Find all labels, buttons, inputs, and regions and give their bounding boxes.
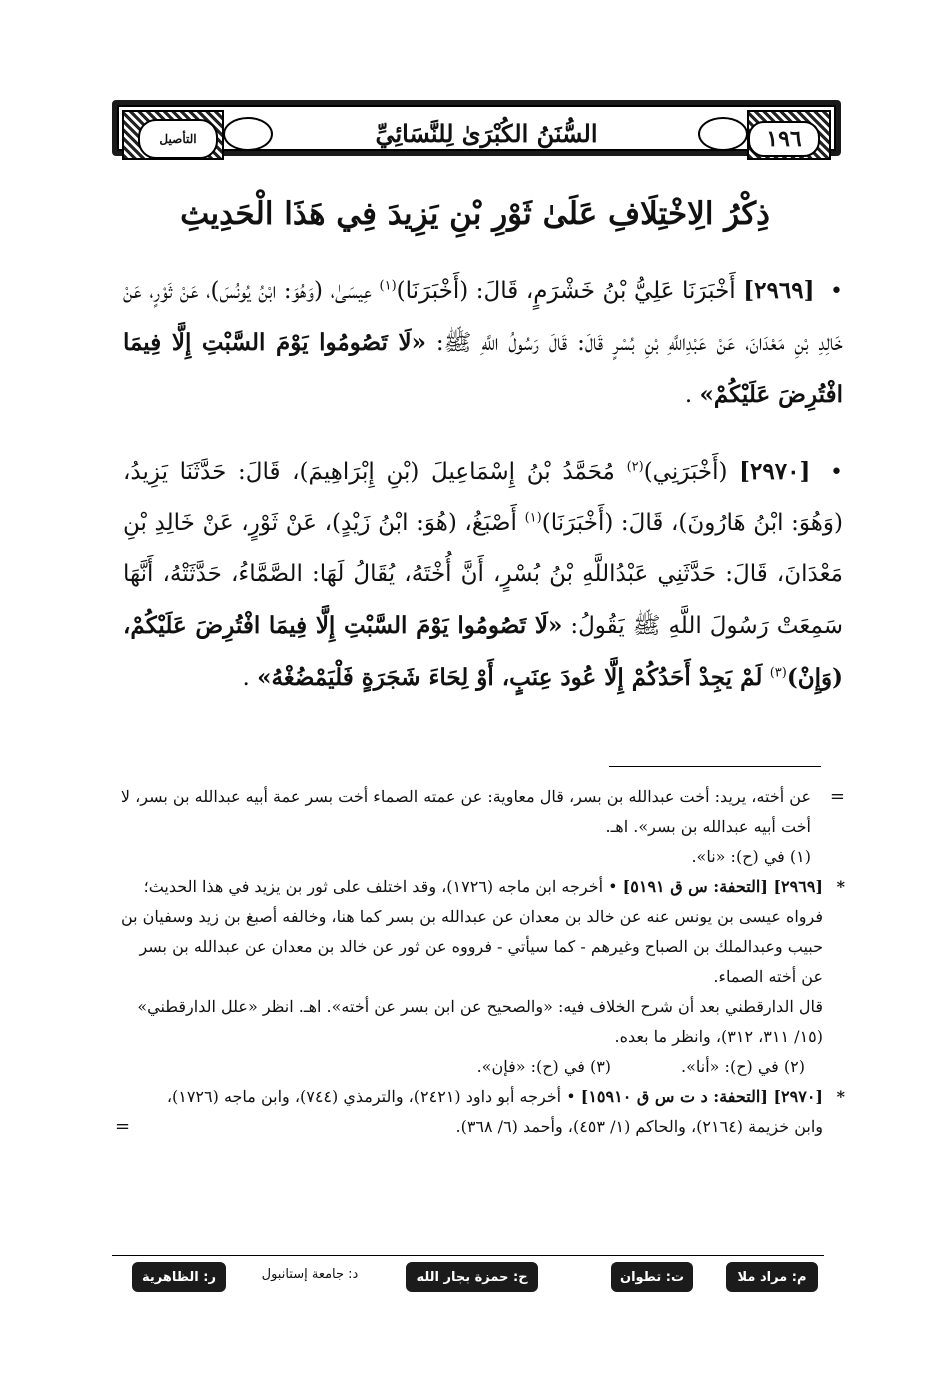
footnote-ref: (١) [379, 278, 397, 294]
manuscript-badge-m: م: مراد ملا [726, 1262, 818, 1292]
takhrij-text: • أخرجه ابن ماجه (١٧٢٦)، وقد اختلف على ثور بن يزيد في هذا الحديث؛ فرواه عيسى بن يونس عنه عن خالد بن معدان عن عبدالله بن بسر كما هنا، وخالفه أصبغ بن زيد وسفيان بن حبيب وعبدالملك بن الصباح وغيرهم - كما سيأتي - فرووه عن ثور عن خالد بن معدان عن عبدالله بن بسر عن أخته الصماء. [120, 877, 823, 986]
header-frame [117, 105, 836, 151]
footnote-2: (٢) في (ح): «أنا». [681, 1057, 805, 1076]
hadith-sanad: مُحَمَّدُ بْنُ إِسْمَاعِيلَ (بْنِ إِبْرَاهِيمَ)، قَالَ: حَدَّثَنَا يَزِيدُ، (وَهُوَ: ابْنُ هَارُونَ)، قَالَ: (أَخْبَرَنَا) [123, 459, 844, 536]
manuscript-label-d: د: جامعة إستانبول [261, 1267, 359, 1282]
chapter-title: ذِكْرُ الِاخْتِلَافِ عَلَىٰ ثَوْرِ بْنِ يَزِيدَ فِي هَذَا الْحَدِيثِ [180, 196, 770, 232]
continuation-mark-icon: = [829, 786, 845, 807]
book-title: السُّنَنُ الكُبْرَىٰ لِلنَّسَائِيِّ [375, 118, 598, 148]
page-number: ١٩٦ [748, 121, 820, 157]
hadith-matn: «لَا تَصُومُوا يَوْمَ السَّبْتِ إِلَّا فِيمَا افْتُرِضَ عَلَيْكُمْ، (وَإِنْ) [123, 612, 843, 691]
takhrij-2969 [115, 872, 845, 992]
hadith-number: [٢٩٦٩] [743, 277, 815, 304]
footnote-text: عن أخته، يريد: أخت عبدالله بن بسر، قال معاوية: عن عمته الصماء أخت بسر عمة أبيه عبدالله بن بسر، لا أخت أبيه عبدالله بن بسر». اهـ. [120, 787, 811, 836]
footnote-divider [609, 766, 821, 767]
header-arc-right-icon [698, 117, 748, 151]
header-ornament-left [122, 110, 224, 160]
bullet-icon: • [830, 279, 844, 304]
hadith-sanad: عِيسَىٰ، (وَهُوَ: ابْنُ يُونُسَ)، عَنْ ثَوْرٍ، عَنْ خَالِدِ بْنِ مَعْدَانَ، عَنْ عَبْدِاللَّهِ بْنِ بُسْرٍ قَالَ: قَالَ رَسُولُ اللَّهِ ﷺ: [123, 278, 844, 356]
manuscript-badge-t: ت: تطوان [611, 1262, 693, 1292]
hadith-end: . [242, 665, 250, 691]
star-icon: * [836, 877, 845, 896]
footnote-1: (١) في (ح): «نا». [691, 847, 811, 866]
takhrij-text: • أخرجه أبو داود (٢٤٢١)، والترمذي (٧٤٤)، وابن ماجه (١٧٢٦)، وابن خزيمة (٢١٦٤)، والحاكم (١/ ٤٥٣)، وأحمد (٦/ ٣٦٨). [166, 1087, 823, 1136]
star-icon: * [836, 1087, 845, 1106]
footnote-3: (٣) في (ح): «فإن». [476, 1057, 612, 1076]
continuation-mark-icon: = [115, 1116, 131, 1137]
takhrij-2970 [115, 1082, 845, 1142]
bullet-icon: • [830, 460, 844, 485]
tuhfa-tag: [٢٩٦٩] [التحفة: س ق ٥١٩١] [622, 877, 823, 896]
hadith-sanad: (أَخْبَرَنِي) [643, 459, 728, 485]
bottom-divider [112, 1255, 824, 1256]
footnote-ref: (٢) [626, 459, 644, 475]
footnote-ref: (١) [524, 510, 542, 526]
publisher-seal-icon: التأصيل [138, 119, 218, 159]
footnotes [115, 782, 845, 1142]
manuscript-badge-r: ر: الظاهرية [132, 1262, 226, 1292]
page-header [112, 100, 841, 156]
hadith-sanad: أَصْبَغُ، (هُوَ: ابْنُ زَيْدٍ)، عَنْ ثَوْرٍ، عَنْ خَالِدِ بْنِ مَعْدَانَ، قَالَ: حَدَّثَنِي عَبْدُاللَّهِ بْنُ بُسْرٍ، أَنَّ أُخْتَهُ، يُقَالُ لَهَا: الصَّمَّاءُ، حَدَّثَتْهُ، أَنَّهَا سَمِعَتْ رَسُولَ اللَّهِ ﷺ يَقُولُ: [123, 510, 844, 639]
footnote-continuation [115, 782, 845, 842]
hadith-end: . [684, 382, 693, 408]
tuhfa-tag: [٢٩٧٠] [التحفة: د ت س ق ١٥٩١٠] [580, 1087, 823, 1106]
footnotes-2-3 [115, 1052, 845, 1082]
hadith-matn: «لَا تَصُومُوا يَوْمَ السَّبْتِ إِلَّا فِيمَا افْتُرِضَ عَلَيْكُمْ» [123, 329, 843, 408]
manuscript-key [132, 1262, 818, 1296]
hadith-sanad: أَخْبَرَنَا عَلِيُّ بْنُ خَشْرَمٍ، قَالَ: (أَخْبَرَنَا) [396, 278, 736, 304]
header-ornament-right [747, 110, 831, 160]
footnote-ref: (٣) [769, 665, 787, 681]
hadith-number: [٢٩٧٠] [739, 458, 811, 485]
hadith-2969 [123, 265, 843, 421]
daraqutni-note: قال الدارقطني بعد أن شرح الخلاف فيه: «والصحيح عن ابن بسر عن أخته». اهـ. انظر «علل الدارقطني» (١٥/ ٣١١، ٣١٢)، وانظر ما بعده. [137, 997, 823, 1046]
hadith-2970 [123, 446, 843, 704]
manuscript-badge-h: ح: حمزة بجار الله [406, 1262, 538, 1292]
hadith-matn: لَمْ يَجِدْ أَحَدُكُمْ إِلَّا عُودَ عِنَبٍ، أَوْ لِحَاءَ شَجَرَةٍ فَلْيَمْضُغْهُ» [257, 664, 763, 691]
